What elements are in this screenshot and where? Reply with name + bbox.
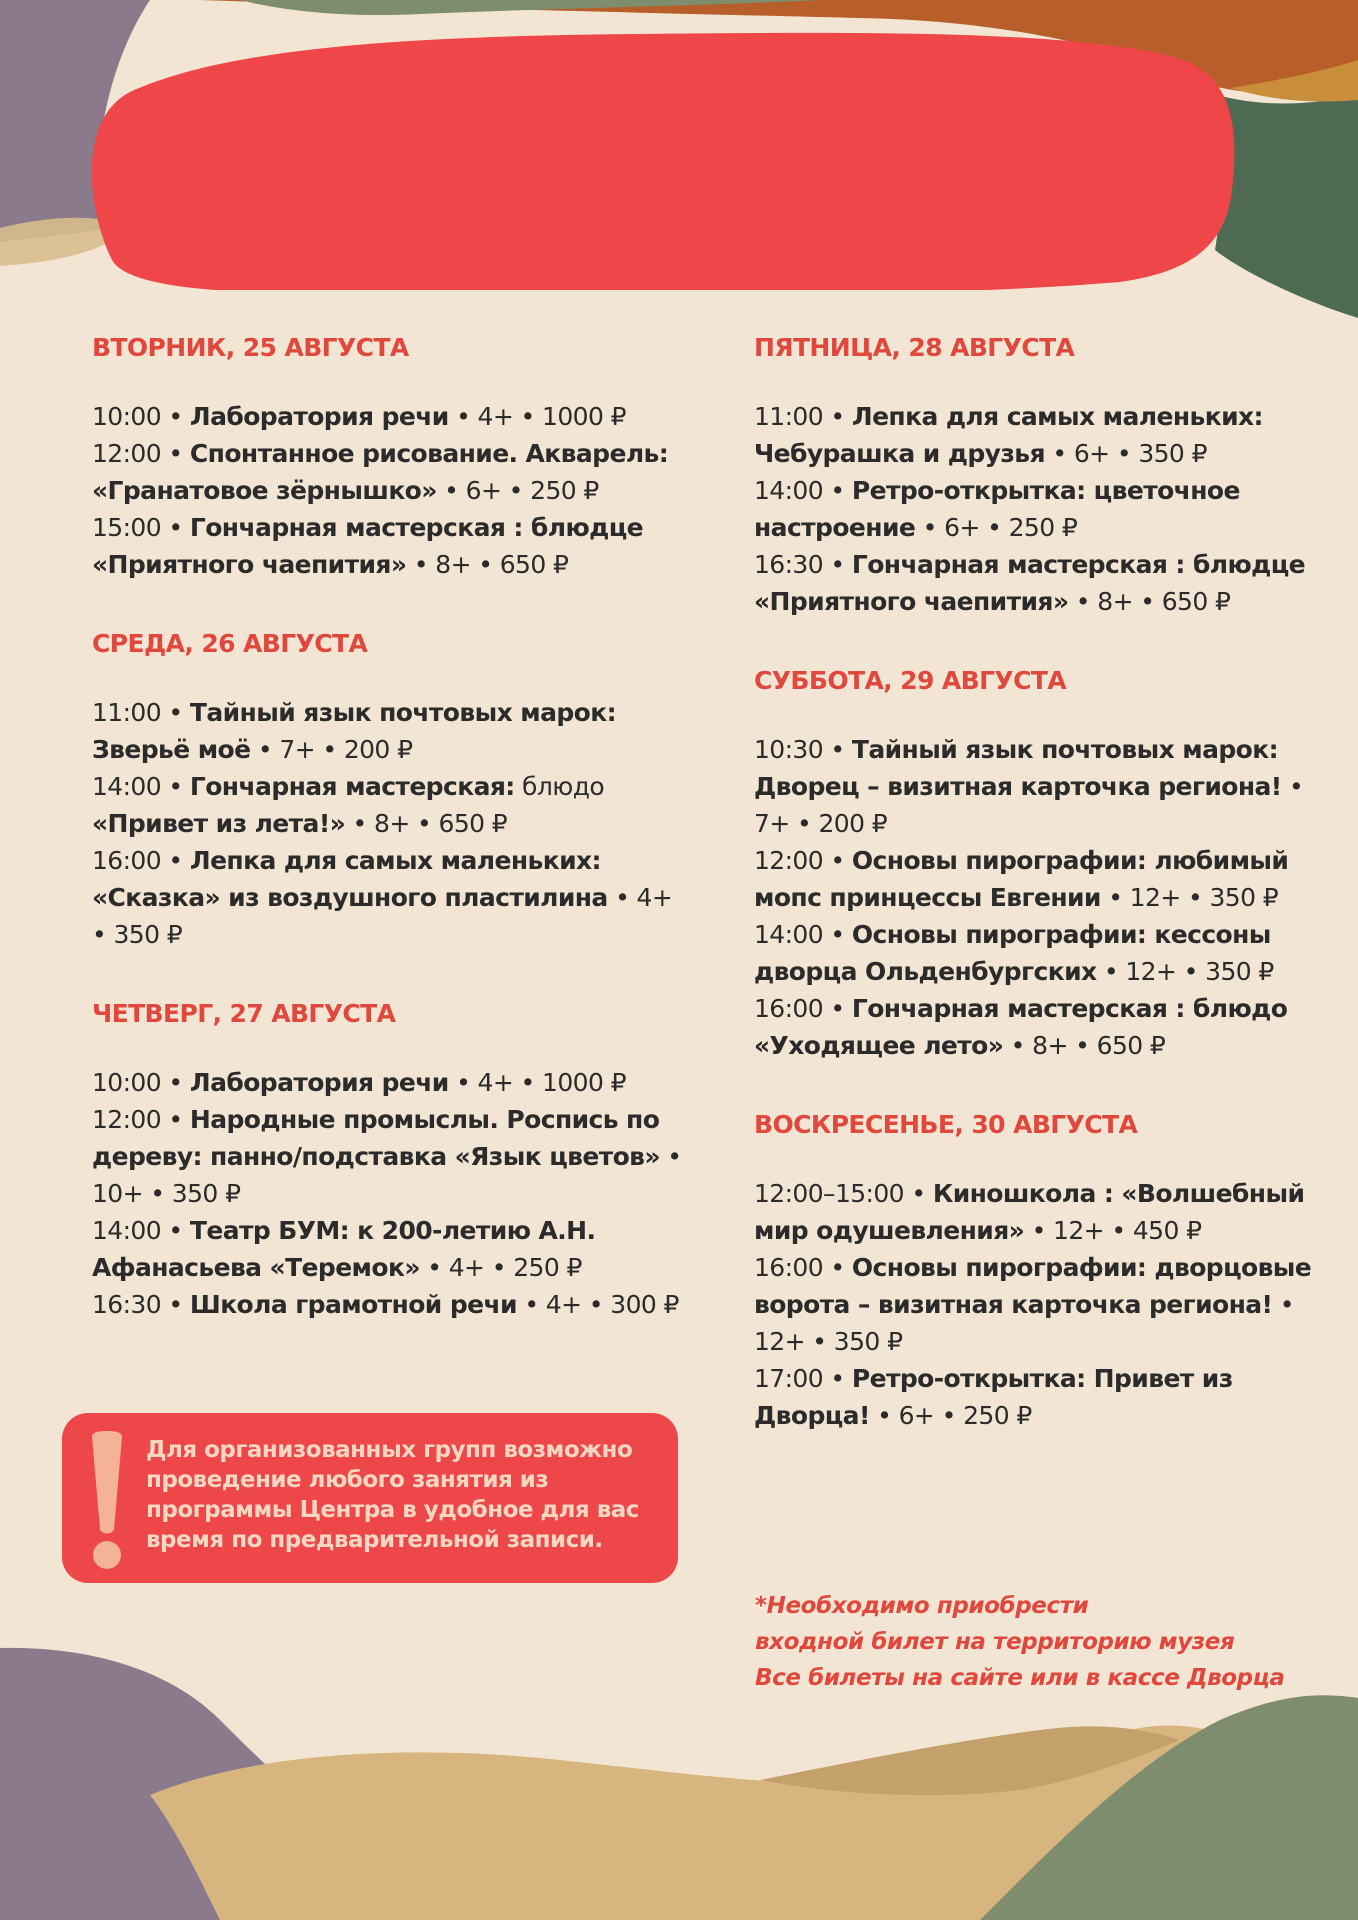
day-heading: ВОСКРЕСЕНЬЕ, 30 АВГУСТА [754,1110,1138,1139]
day-saturday [754,663,1334,1064]
event-item: 17:00 • Ретро-открытка: Привет из Дворца! • 6+ • 250 ₽ [754,1364,1233,1430]
event-item: 14:00 • Основы пирографии: кессоны дворца Ольденбургских • 12+ • 350 ₽ [754,920,1274,986]
event-item: 12:00–15:00 • Киношкола : «Волшебный мир одушевления» • 12+ • 450 ₽ [754,1179,1305,1245]
event-item: 12:00 • Народные промыслы. Роспись по дереву: панно/подставка «Язык цветов» • 10+ • 350 ₽ [92,1105,682,1208]
ticket-footnote [755,1588,1335,1696]
event-item: 16:00 • Основы пирографии: дворцовые ворота – визитная карточка региона! • 12+ • 350 ₽ [754,1253,1312,1356]
event-item: 16:30 • Гончарная мастерская : блюдце «Приятного чаепития» • 8+ • 650 ₽ [754,550,1306,616]
event-item: 16:00 • Лепка для самых маленьких: «Сказка» из воздушного пластилина • 4+ • 350 ₽ [92,846,673,949]
notice-text: Для организованных групп возможно проведение любого занятия из программы Центра в удобное для вас время по предварительной записи. [146,1437,639,1553]
day-wednesday [92,626,692,953]
event-item: 14:00 • Театр БУМ: к 200-летию А.Н. Афанасьева «Теремок» • 4+ • 250 ₽ [92,1216,596,1282]
event-item: 16:30 • Школа грамотной речи • 4+ • 300 ₽ [92,1290,679,1319]
event-item: 14:00 • Гончарная мастерская: блюдо «Привет из лета!» • 8+ • 650 ₽ [92,772,605,838]
group-booking-notice [62,1413,678,1583]
event-item: 10:00 • Лаборатория речи • 4+ • 1000 ₽ [92,402,626,431]
day-heading: ВТОРНИК, 25 АВГУСТА [92,333,409,362]
title-banner [0,0,1358,290]
schedule-column-right [754,330,1334,1477]
event-item: 12:00 • Спонтанное рисование. Акварель: «Гранатовое зёрнышко» • 6+ • 250 ₽ [92,439,669,505]
day-friday [754,330,1334,620]
event-item: 16:00 • Гончарная мастерская : блюдо «Уходящее лето» • 8+ • 650 ₽ [754,994,1288,1060]
day-heading: СРЕДА, 26 АВГУСТА [92,629,368,658]
footnote-line: входной билет на территорию музея [755,1629,1235,1655]
exclamation-icon [88,1431,126,1571]
day-tuesday [92,330,692,583]
event-item: 10:30 • Тайный язык почтовых марок: Дворец – визитная карточка региона! • 7+ • 200 ₽ [754,735,1304,838]
event-item: 14:00 • Ретро-открытка: цветочное настроение • 6+ • 250 ₽ [754,476,1240,542]
day-sunday [754,1107,1334,1434]
footnote-line: Все билеты на сайте или в кассе Дворца [755,1665,1285,1691]
event-item: 11:00 • Тайный язык почтовых марок: Зверьё моё • 7+ • 200 ₽ [92,698,616,764]
schedule-column-left [92,330,692,1366]
footnote-line: *Необходимо приобрести [755,1593,1089,1619]
event-item: 11:00 • Лепка для самых маленьких: Чебурашка и друзья • 6+ • 350 ₽ [754,402,1263,468]
event-item: 15:00 • Гончарная мастерская : блюдце «Приятного чаепития» • 8+ • 650 ₽ [92,513,644,579]
event-item: 12:00 • Основы пирографии: любимый мопс принцессы Евгении • 12+ • 350 ₽ [754,846,1289,912]
event-item: 10:00 • Лаборатория речи • 4+ • 1000 ₽ [92,1068,626,1097]
day-heading: СУББОТА, 29 АВГУСТА [754,666,1067,695]
day-heading: ПЯТНИЦА, 28 АВГУСТА [754,333,1075,362]
day-thursday [92,996,692,1323]
day-heading: ЧЕТВЕРГ, 27 АВГУСТА [92,999,396,1028]
